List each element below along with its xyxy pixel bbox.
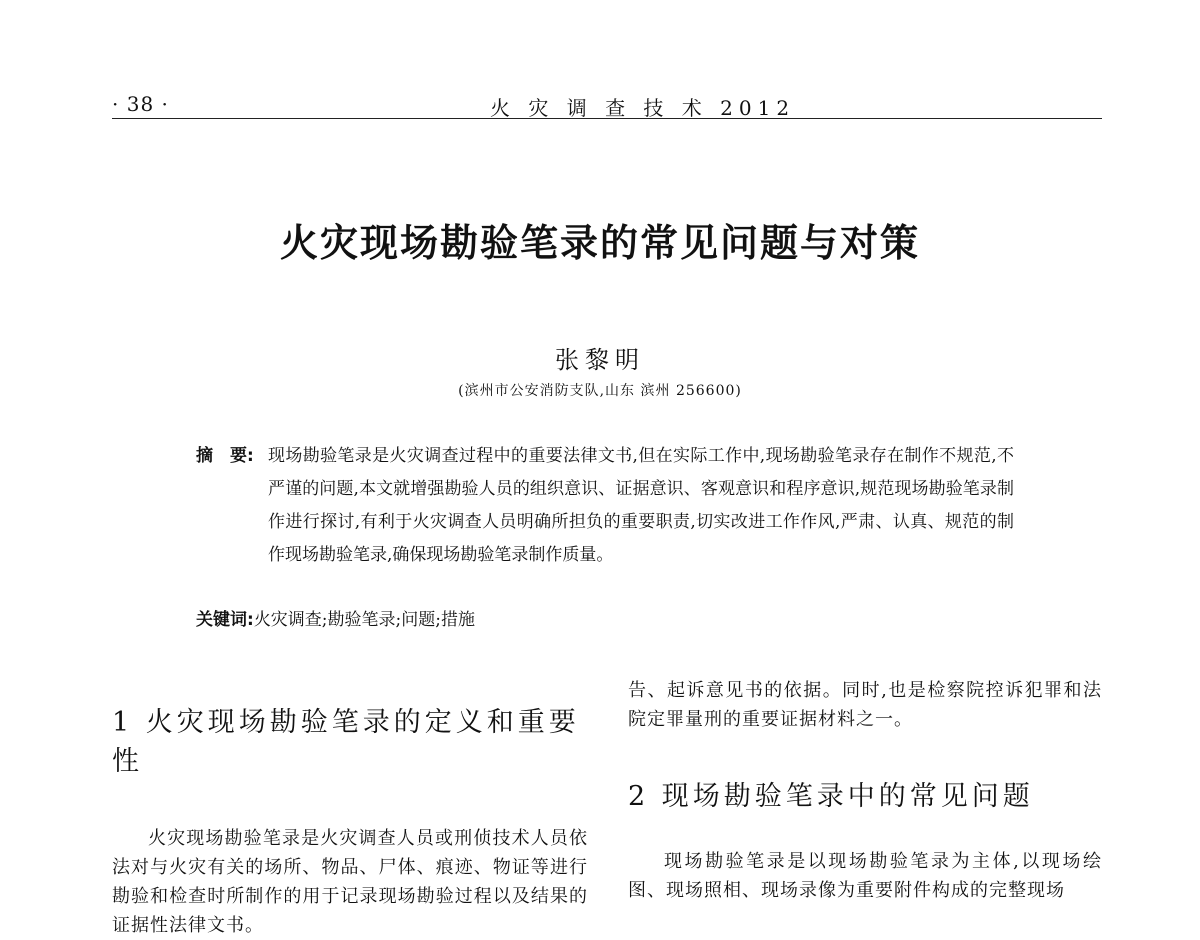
- page-number: · 38 ·: [112, 92, 169, 116]
- keywords-text: 火灾调查;勘验笔录;问题;措施: [253, 610, 475, 630]
- section-1-heading: 1 火灾现场勘验笔录的定义和重要性: [112, 707, 580, 777]
- abstract-label: 摘 要:: [196, 446, 254, 466]
- left-column: [112, 700, 588, 940]
- header-rule: [112, 118, 1102, 119]
- article-title: 火灾现场勘验笔录的常见问题与对策: [279, 221, 920, 265]
- section-2-paragraph: 现场勘验笔录是以现场勘验笔录为主体,以现场绘图、现场照相、现场录像为重要附件构成的完整现场: [628, 851, 1102, 901]
- section-2-heading: 2 现场勘验笔录中的常见问题: [628, 781, 1034, 812]
- right-column: [628, 676, 1102, 905]
- keywords-label: 关键词:: [196, 610, 254, 630]
- journal-name: 火 灾 调 查 技 术 2012: [490, 96, 796, 120]
- running-header: [0, 88, 1200, 122]
- keywords: [196, 605, 475, 630]
- continuation-paragraph: 告、起诉意见书的依据。同时,也是检察院控诉犯罪和法院定罪量刑的重要证据材料之一。: [628, 680, 1102, 730]
- abstract-text: 现场勘验笔录是火灾调查过程中的重要法律文书,但在实际工作中,现场勘验笔录存在制作不规范,不严谨的问题,本文就增强勘验人员的组织意识、证据意识、客观意识和程序意识,规范现场勘验笔录制作进行探讨,有利于火灾调查人员明确所担负的重要职责,切实改进工作作风,严肃、认真、规范的制作现场勘验笔录,确保现场勘验笔录制作质量。: [268, 446, 1014, 565]
- author-name: 张黎明: [555, 346, 645, 374]
- author-affiliation: (滨州市公安消防支队,山东 滨州 256600): [458, 383, 742, 399]
- section-1-paragraph: 火灾现场勘验笔录是火灾调查人员或刑侦技术人员依法对与火灾有关的场所、物品、尸体、痕迹、物证等进行勘验和检查时所制作的用于记录现场勘验过程以及结果的证据性法律文书。: [112, 828, 588, 936]
